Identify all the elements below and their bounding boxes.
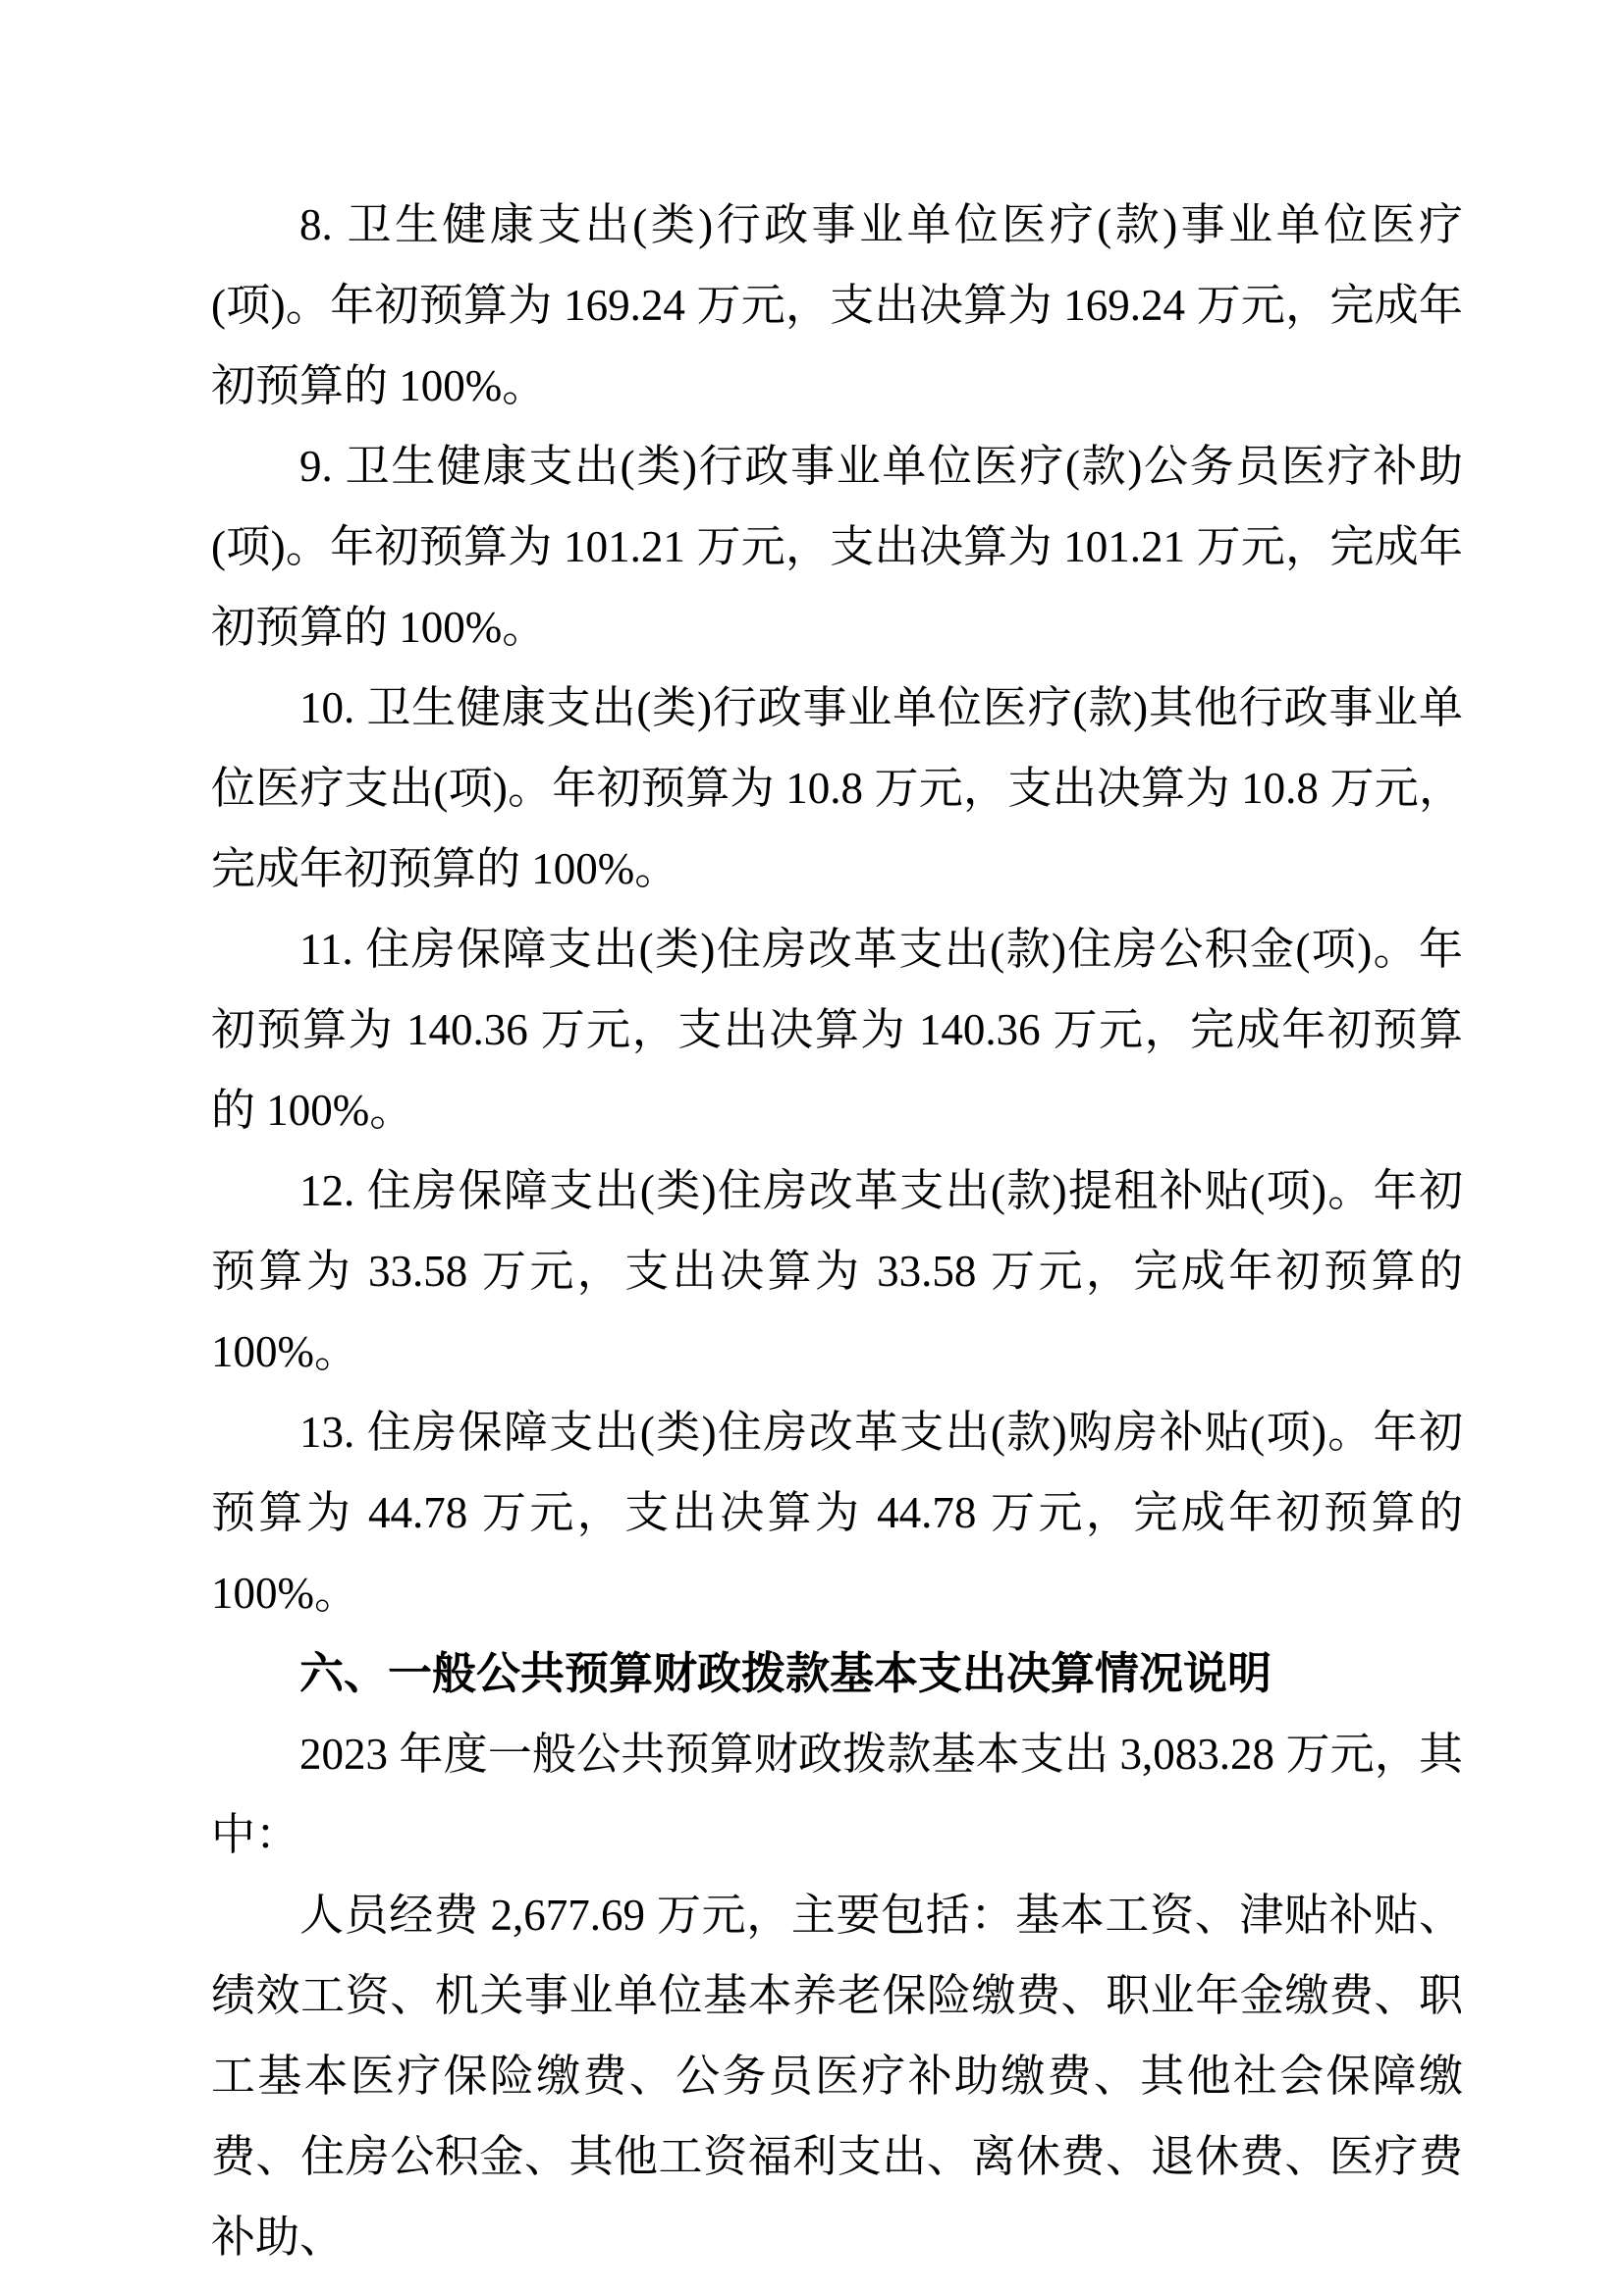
paragraph-item-11: 11. 住房保障支出(类)住房改革支出(款)住房公积金(项)。年初预算为 140.36 万元，支出决算为 140.36 万元，完成年初预算的 100%。 xyxy=(211,925,1463,1135)
paragraph-item-8: 8. 卫生健康支出(类)行政事业单位医疗(款)事业单位医疗(项)。年初预算为 169.24 万元，支出决算为 169.24 万元，完成年初预算的 100%。 xyxy=(211,200,1463,410)
paragraph-item-10: 10. 卫生健康支出(类)行政事业单位医疗(款)其他行政事业单位医疗支出(项)。年初预算为 10.8 万元，支出决算为 10.8 万元，完成年初预算的 100%。 xyxy=(211,683,1463,893)
paragraph-item-13: 13. 住房保障支出(类)住房改革支出(款)购房补贴(项)。年初预算为 44.78 万元，支出决算为 44.78 万元，完成年初预算的 100%。 xyxy=(211,1408,1463,1618)
paragraph-item-9: 9. 卫生健康支出(类)行政事业单位医疗(款)公务员医疗补助(项)。年初预算为 101.21 万元，支出决算为 101.21 万元，完成年初预算的 100%。 xyxy=(211,442,1463,652)
section-heading-6: 六、一般公共预算财政拨款基本支出决算情况说明 xyxy=(299,1648,1272,1698)
paragraph-item-12: 12. 住房保障支出(类)住房改革支出(款)提租补贴(项)。年初预算为 33.58 万元，支出决算为 33.58 万元，完成年初预算的 100%。 xyxy=(211,1166,1463,1376)
paragraph-section-6-intro: 2023 年度一般公共预算财政拨款基本支出 3,083.28 万元，其中： xyxy=(211,1730,1463,1859)
paragraph-personnel-costs: 人员经费 2,677.69 万元，主要包括：基本工资、津贴补贴、绩效工资、机关事业单位基本养老保险缴费、职业年金缴费、职工基本医疗保险缴费、公务员医疗补助缴费、其他社会保障缴费、住房公积金、其他工资福利支出、离休费、退休费、医疗费补助、 xyxy=(211,1891,1463,2262)
document-body xyxy=(211,185,1463,2277)
